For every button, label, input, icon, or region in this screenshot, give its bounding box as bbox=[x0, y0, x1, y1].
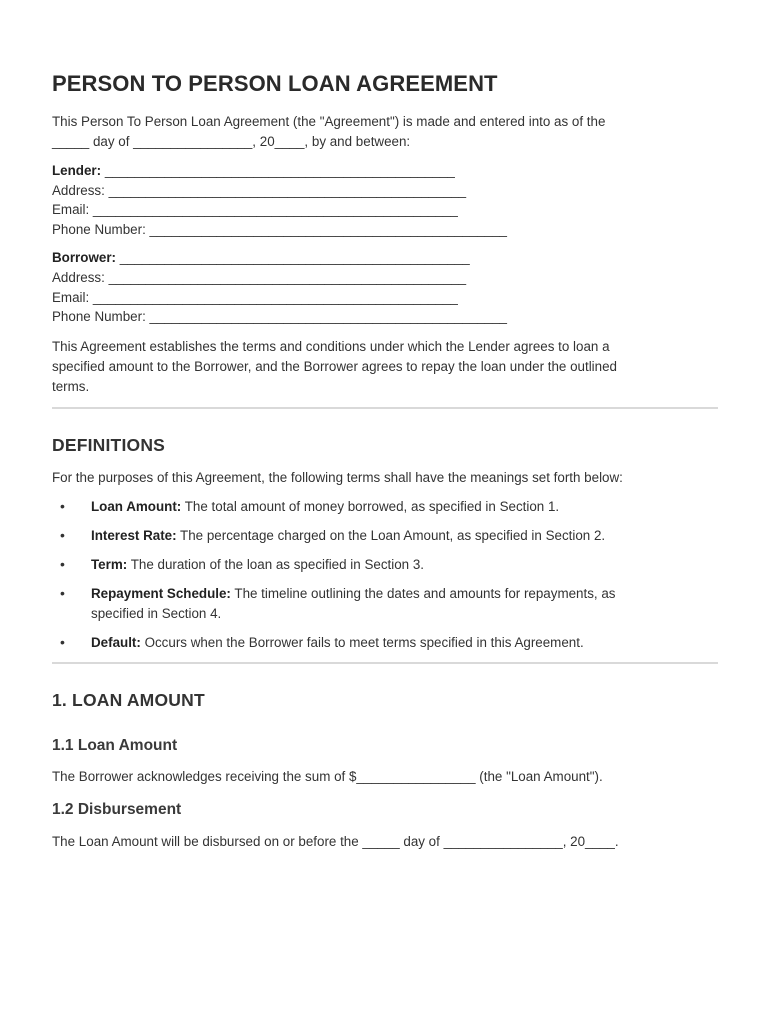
definition-term: Interest Rate: bbox=[91, 527, 177, 543]
lender-name-line bbox=[52, 161, 722, 181]
intro-paragraph bbox=[52, 112, 722, 152]
intro-line-1: This Person To Person Loan Agreement (the "Agreement") is made and entered into as of the bbox=[52, 114, 606, 129]
definition-text: The total amount of money borrowed, as specified in Section 1. bbox=[181, 498, 560, 514]
section-divider bbox=[52, 662, 718, 664]
lender-label: Lender: bbox=[52, 163, 102, 178]
definition-item-interest-rate bbox=[52, 526, 722, 546]
bullet-icon: • bbox=[60, 585, 65, 602]
borrower-name-line bbox=[52, 248, 722, 268]
definition-item-repayment-schedule bbox=[52, 584, 722, 623]
loan-amount-section-heading: 1. LOAN AMOUNT bbox=[52, 689, 205, 710]
definition-term: Default: bbox=[91, 634, 141, 650]
lender-phone-line: Phone Number: ________________________________________________ bbox=[52, 221, 507, 237]
bullet-icon: • bbox=[60, 555, 65, 572]
definition-text: The percentage charged on the Loan Amount, as specified in Section 2. bbox=[176, 527, 606, 543]
lender-email-line: Email: _________________________________________________ bbox=[52, 202, 458, 218]
definitions-heading: DEFINITIONS bbox=[52, 434, 166, 455]
purpose-line-2: specified amount to the Borrower, and the Borrower agrees to repay the loan under the outlined bbox=[52, 358, 617, 374]
lender-address-line: Address: ________________________________________________ bbox=[52, 182, 467, 198]
definitions-intro: For the purposes of this Agreement, the following terms shall have the meanings set forth below: bbox=[52, 469, 623, 485]
purpose-line-3: terms. bbox=[52, 378, 90, 394]
borrower-address-line: Address: ________________________________________________ bbox=[52, 269, 467, 285]
purpose-paragraph bbox=[52, 337, 722, 397]
disbursement-text: The Loan Amount will be disbursed on or before the _____ day of ________________, 20____. bbox=[52, 833, 619, 849]
borrower-name-blank: _______________________________________________ bbox=[116, 250, 470, 266]
definition-term: Repayment Schedule: bbox=[91, 586, 231, 602]
borrower-phone-line: Phone Number: ________________________________________________ bbox=[52, 309, 507, 325]
loan-amount-text: The Borrower acknowledges receiving the sum of $________________ (the "Loan Amount"). bbox=[52, 768, 603, 784]
borrower-block bbox=[52, 248, 722, 326]
bullet-icon: • bbox=[60, 633, 65, 650]
definition-text: The duration of the loan as specified in Section 3. bbox=[127, 556, 424, 572]
definition-text: The timeline outlining the dates and amounts for repayments, as bbox=[230, 586, 616, 602]
borrower-email-line: Email: _________________________________________________ bbox=[52, 289, 458, 305]
definition-text-continued: specified in Section 4. bbox=[91, 605, 222, 621]
document-title: PERSON TO PERSON LOAN AGREEMENT bbox=[52, 71, 498, 96]
document-content bbox=[52, 70, 722, 852]
definitions-list bbox=[52, 497, 722, 653]
bullet-icon: • bbox=[60, 497, 65, 514]
bullet-icon: • bbox=[60, 526, 65, 543]
loan-amount-subheading: 1.1 Loan Amount bbox=[52, 736, 178, 754]
definition-text: Occurs when the Borrower fails to meet terms specified in this Agreement. bbox=[140, 634, 584, 650]
lender-block bbox=[52, 161, 722, 239]
definition-item-loan-amount bbox=[52, 497, 722, 517]
definition-item-term bbox=[52, 555, 722, 575]
borrower-label: Borrower: bbox=[52, 250, 116, 266]
disbursement-subheading: 1.2 Disbursement bbox=[52, 800, 182, 818]
section-divider bbox=[52, 407, 718, 409]
definition-term: Term: bbox=[91, 556, 128, 572]
purpose-line-1: This Agreement establishes the terms and conditions under which the Lender agrees to loan a bbox=[52, 338, 610, 354]
lender-name-blank: _______________________________________________ bbox=[101, 163, 455, 178]
definition-item-default bbox=[52, 633, 722, 653]
definition-term: Loan Amount: bbox=[91, 498, 182, 514]
intro-line-2: _____ day of ________________, 20____, by and between: bbox=[52, 134, 411, 149]
